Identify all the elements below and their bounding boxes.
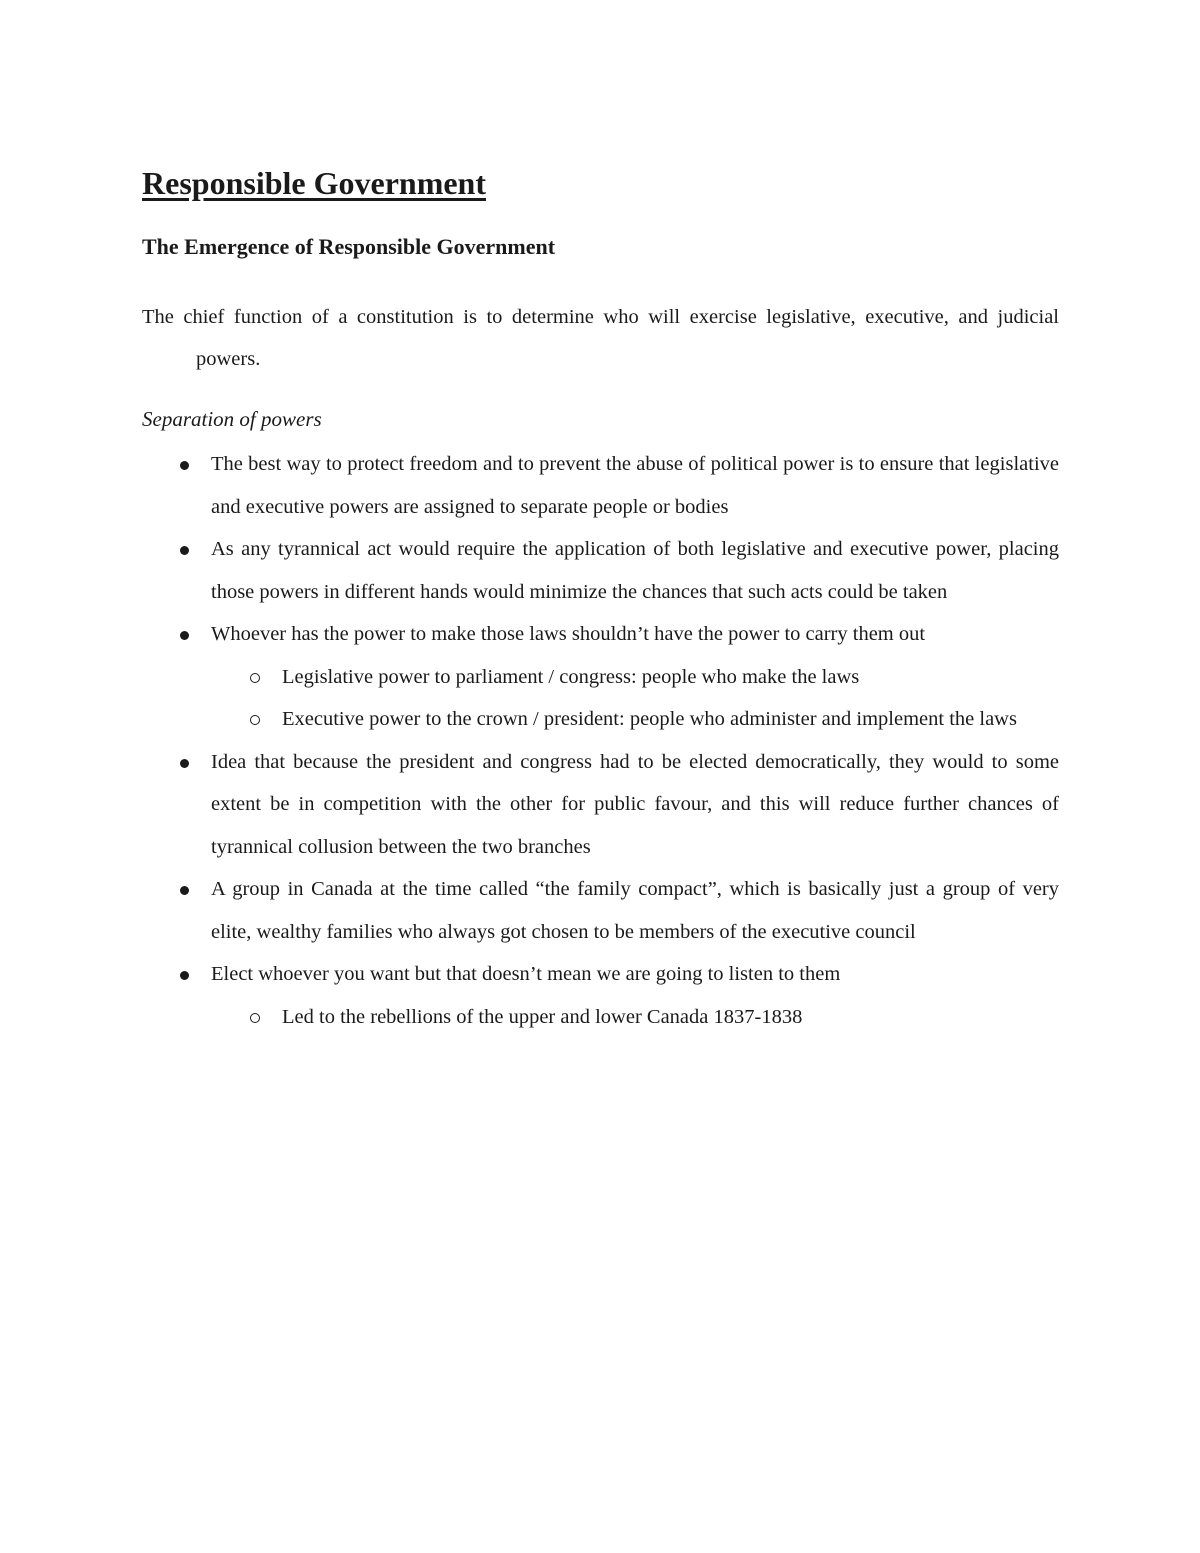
- list-item-text: The best way to protect freedom and to prevent the abuse of political power is to ensure that legislative and executive powers are assigned to separate people or bodies: [211, 453, 1059, 518]
- sub-list-item-text: Executive power to the crown / president: people who administer and implement the laws: [282, 708, 1017, 730]
- list-item: [142, 613, 1059, 656]
- bullet-dot-icon: [180, 546, 189, 555]
- section-subtitle: The Emergence of Responsible Government: [142, 234, 556, 259]
- sub-list-item-text: Legislative power to parliament / congress: people who make the laws: [282, 665, 860, 688]
- sub-list-item: [142, 698, 1059, 741]
- bullet-dot-icon: [180, 886, 189, 895]
- list-item: [142, 443, 1059, 528]
- bullet-dot-icon: [180, 461, 189, 470]
- list-item: [142, 953, 1059, 996]
- sub-list-item: [142, 656, 1059, 699]
- bullet-circle-icon: [250, 673, 260, 683]
- bullet-circle-icon: [250, 1013, 260, 1023]
- list-item-text: A group in Canada at the time called “the family compact”, which is basically just a group of very elite, wealthy families who always got chosen to be members of the executive council: [211, 878, 1059, 943]
- sub-list-item-text: Led to the rebellions of the upper and lower Canada 1837-1838: [282, 1005, 803, 1028]
- intro-paragraph: The chief function of a constitution is to determine who will exercise legislative, executive, and judicial powers.: [142, 306, 1059, 370]
- bullet-dot-icon: [180, 971, 189, 980]
- list-item-text: Whoever has the power to make those laws shouldn’t have the power to carry them out: [211, 623, 926, 645]
- list-item-text: Elect whoever you want but that doesn’t mean we are going to listen to them: [211, 963, 841, 985]
- bullet-list: [142, 443, 1059, 1038]
- list-item: [142, 528, 1059, 613]
- list-item-text: As any tyrannical act would require the application of both legislative and executive power, placing those powers in different hands would minimize the chances that such acts could be taken: [211, 538, 1059, 603]
- list-item: [142, 868, 1059, 953]
- bullet-dot-icon: [180, 631, 189, 640]
- bullet-dot-icon: [180, 759, 189, 768]
- page-title: Responsible Government: [142, 165, 486, 201]
- bullet-circle-icon: [250, 715, 260, 725]
- list-item: [142, 741, 1059, 869]
- separation-heading: Separation of powers: [142, 407, 322, 431]
- sub-list-item: [142, 996, 1059, 1039]
- list-item-text: Idea that because the president and congress had to be elected democratically, they would to some extent be in competition with the other for public favour, and this will reduce further chances of tyrannical collusion between the two branches: [211, 750, 1059, 858]
